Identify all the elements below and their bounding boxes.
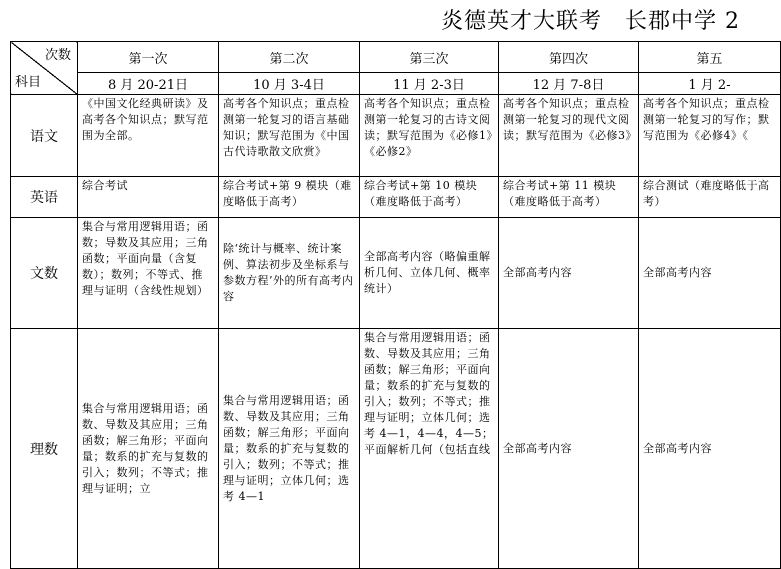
table-cell: 综合考试	[78, 177, 219, 218]
table-cell: 高考各个知识点；重点检测第一轮复习的写作；默写范围为《必修4》《	[639, 95, 781, 177]
table-row-chinese	[11, 95, 781, 177]
corner-rounds-label: 次数	[44, 48, 71, 63]
table-cell: 综合考试+第 10 模块（难度略低于高考）	[360, 177, 499, 218]
schedule-table	[10, 41, 781, 569]
header-row-dates	[11, 73, 781, 95]
date-header: 10 月 3-4日	[219, 73, 360, 95]
table-cell: 除‘统计与概率、统计案例、算法初步及坐标系与参数方程’外的所有高考内容	[219, 218, 360, 329]
table-cell: 集合与常用逻辑用语；函数、导数及其应用；三角函数；解三角形；平面向量；数系的扩充与复数的引入；数列；不等式；推理与证明；立体几何；选考 4—1	[219, 329, 360, 569]
table-cell: 《中国文化经典研读》及高考各个知识点；默写范围为全部。	[78, 95, 219, 177]
table-cell: 集合与常用逻辑用语；函数；导数及其应用；三角函数；平面向量（含复数）；数列；不等式、推理与证明（含线性规划）	[78, 218, 219, 329]
corner-header	[11, 42, 78, 95]
page-title: 炎德英才大联考 长郡中学 2	[441, 9, 740, 34]
date-header: 11 月 2-3日	[360, 73, 499, 95]
table-cell: 综合测试（难度略低于高考）	[639, 177, 781, 218]
table-cell: 全部高考内容	[499, 218, 639, 329]
table-cell: 全部高考内容	[639, 329, 781, 569]
table-cell: 高考各个知识点；重点检测第一轮复习的语言基础知识；默写范围为《中国古代诗歌散文欣赏》	[219, 95, 360, 177]
round-header: 第二次	[219, 42, 360, 73]
table-cell: 高考各个知识点；重点检测第一轮复习的现代文阅读；默写范围为《必修3》	[499, 95, 639, 177]
date-header: 8 月 20-21日	[78, 73, 219, 95]
round-header: 第四次	[499, 42, 639, 73]
header-row-rounds	[11, 42, 781, 73]
round-header: 第三次	[360, 42, 499, 73]
date-header: 12 月 7-8日	[499, 73, 639, 95]
table-cell: 集合与常用逻辑用语；函数、导数及其应用；三角函数；解三角形；平面向量；数系的扩充与复数的引入；数列；不等式；推理与证明；立体几何；选考 4—1，4—4，4—5；平面解析几何（包括直线	[360, 329, 499, 569]
round-header: 第五	[639, 42, 781, 73]
table-cell: 集合与常用逻辑用语；函数、导数及其应用；三角函数；解三角形；平面向量；数系的扩充与复数的引入；数列；不等式；推理与证明；立	[78, 329, 219, 569]
table-cell: 综合考试+第 9 模块（难度略低于高考）	[219, 177, 360, 218]
table-cell: 全部高考内容	[639, 218, 781, 329]
table-row-english	[11, 177, 781, 218]
table-row-math-arts	[11, 218, 781, 329]
date-header: 1 月 2-	[639, 73, 781, 95]
table-cell: 全部高考内容	[499, 329, 639, 569]
table-cell: 全部高考内容（略偏重解析几何、立体几何、概率统计）	[360, 218, 499, 329]
table-cell: 高考各个知识点；重点检测第一轮复习的古诗文阅读；默写范围为《必修1》《必修2》	[360, 95, 499, 177]
round-header: 第一次	[78, 42, 219, 73]
subject-label: 英语	[11, 177, 78, 218]
table-row-math-sci	[11, 329, 781, 569]
corner-subject-label: 科目	[15, 75, 42, 90]
subject-label: 文数	[11, 218, 78, 329]
table-cell: 综合考试+第 11 模块（难度略低于高考）	[499, 177, 639, 218]
subject-label: 语文	[11, 95, 78, 177]
subject-label: 理数	[11, 329, 78, 569]
